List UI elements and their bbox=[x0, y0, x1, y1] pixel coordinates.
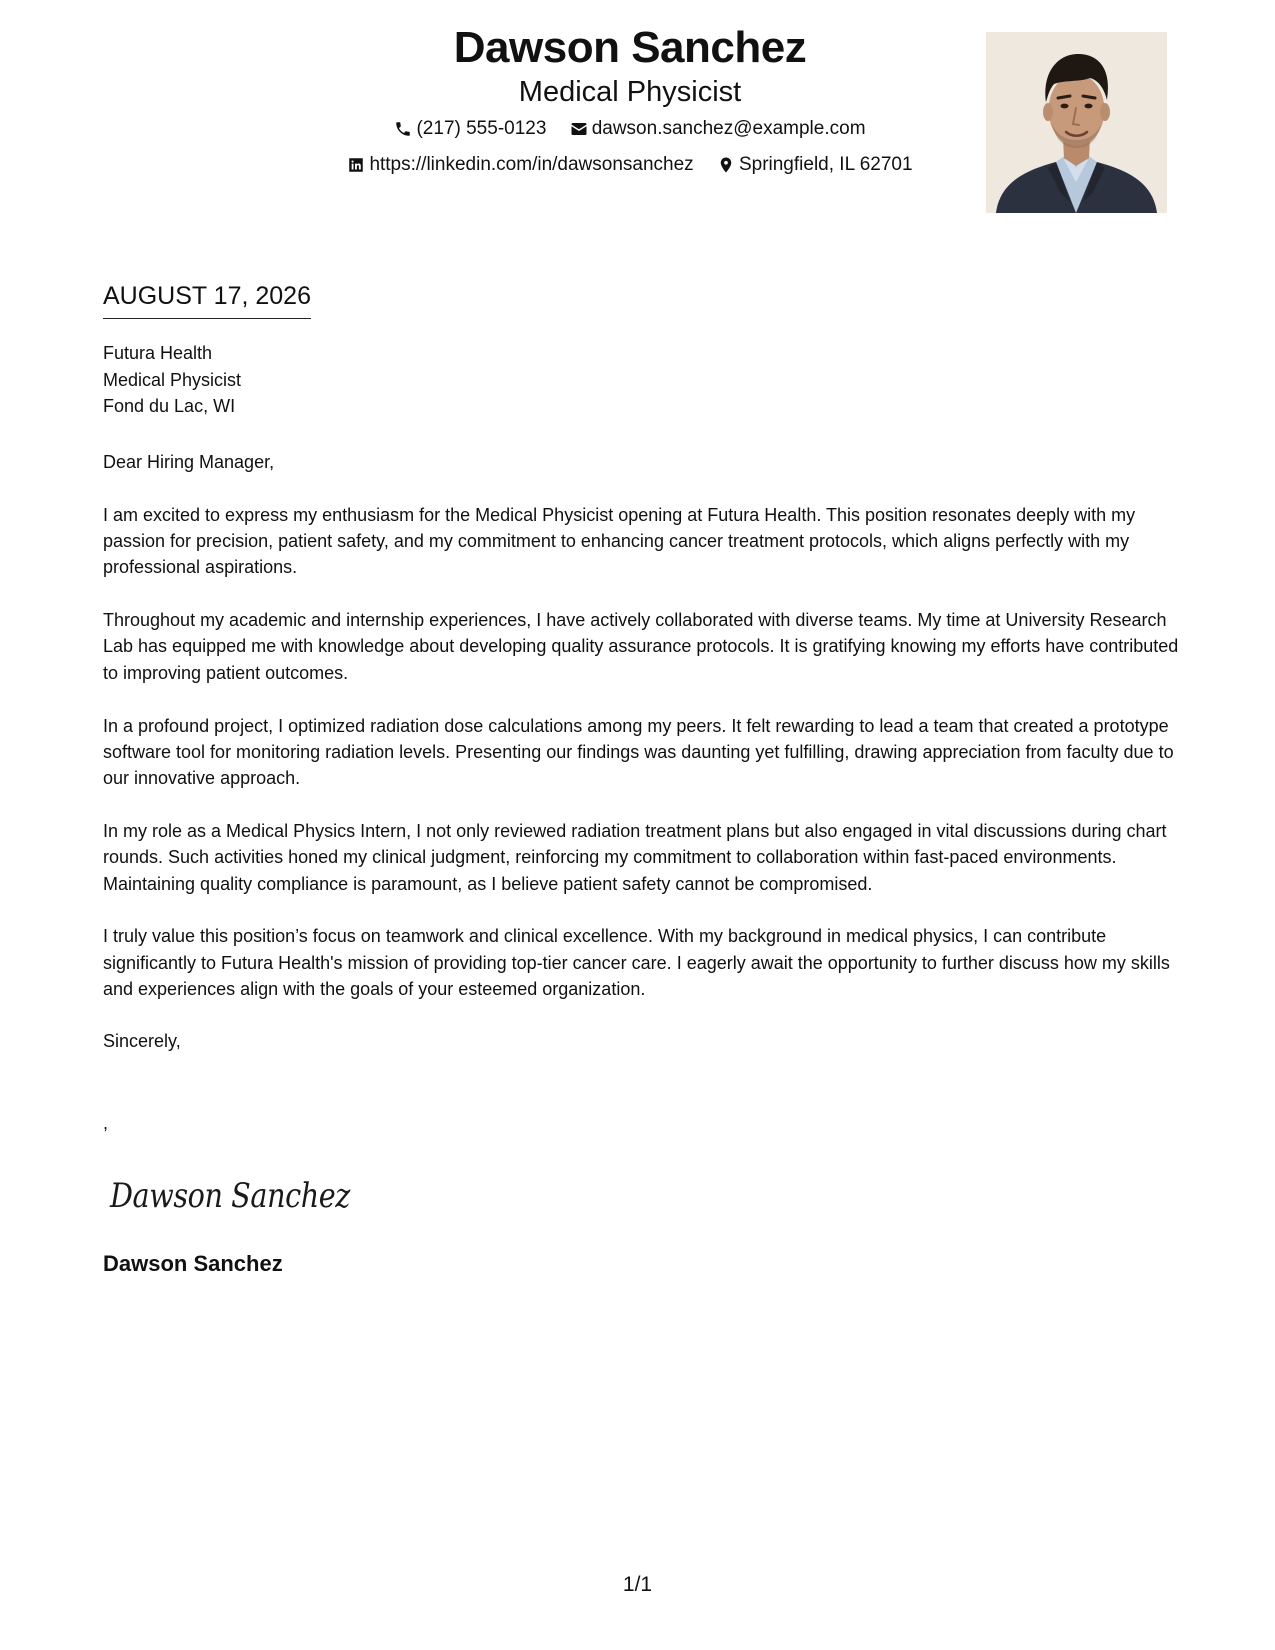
recipient-position: Medical Physicist bbox=[103, 369, 242, 390]
comma-line: , bbox=[103, 1113, 109, 1133]
portrait-image bbox=[986, 32, 1167, 213]
body-paragraph: I truly value this position’s focus on teamwork and clinical excellence. With my background in medical physics, I can contribute significantly to Futura Health's mission of providing top-tier cancer care. I eagerly await the opportunity to further discuss how my skills and experiences align with the goals of your esteemed organization. bbox=[103, 926, 1170, 999]
svg-text:Dawson Sanchez: Dawson Sanchez bbox=[109, 1176, 352, 1216]
contact-linkedin[interactable] bbox=[347, 152, 693, 178]
header-info bbox=[300, 22, 960, 182]
signed-name: Dawson Sanchez bbox=[103, 1251, 283, 1276]
handwritten-signature bbox=[108, 1163, 368, 1223]
linkedin-text[interactable]: https://linkedin.com/in/dawsonsanchez bbox=[369, 154, 694, 175]
salutation: Dear Hiring Manager, bbox=[103, 452, 275, 472]
contact-email[interactable] bbox=[570, 116, 866, 142]
email-text[interactable]: dawson.sanchez@example.com bbox=[591, 118, 866, 139]
page-number: 1/1 bbox=[622, 1573, 653, 1596]
envelope-icon bbox=[570, 120, 588, 138]
map-pin-icon bbox=[717, 156, 735, 174]
body-paragraph: In my role as a Medical Physics Intern, I not only reviewed radiation treatment plans but also engaged in vital discussions during chart rounds. Such activities honed my clinical judgment, reinforcing my commitment to collaboration within fast-paced environments. Maintaining quality compliance is paramount, as I believe patient safety cannot be compromised. bbox=[103, 820, 1167, 894]
applicant-role: Medical Physicist bbox=[518, 76, 742, 108]
closing: Sincerely, bbox=[103, 1031, 181, 1051]
phone-text: (217) 555-0123 bbox=[416, 118, 547, 139]
contact-phone bbox=[394, 116, 546, 142]
applicant-name: Dawson Sanchez bbox=[453, 23, 807, 72]
linkedin-icon bbox=[347, 156, 365, 174]
letter-body bbox=[103, 449, 1183, 1029]
applicant-photo bbox=[986, 32, 1167, 213]
recipient-company: Futura Health bbox=[103, 343, 213, 363]
recipient-block bbox=[103, 340, 241, 420]
recipient-location: Fond du Lac, WI bbox=[103, 396, 236, 416]
letter-date: AUGUST 17, 2026 bbox=[103, 280, 311, 319]
contact-row-primary bbox=[300, 116, 960, 146]
contact-row-secondary bbox=[300, 152, 960, 182]
location-text: Springfield, IL 62701 bbox=[738, 154, 913, 175]
letter-header bbox=[0, 0, 1275, 220]
letter-date-block bbox=[103, 280, 311, 319]
contact-location bbox=[717, 152, 913, 178]
body-paragraph: I am excited to express my enthusiasm for the Medical Physicist opening at Futura Health. This position resonates deeply with my passion for precision, patient safety, and my commitment to enhancing cancer treatment protocols, which aligns perfectly with my professional aspirations. bbox=[103, 504, 1136, 578]
body-paragraph: Throughout my academic and internship experiences, I have actively collaborated with diverse teams. My time at University Research Lab has equipped me with knowledge about developing quality assurance protocols. It is gratifying knowing my efforts have contributed to improving patient outcomes. bbox=[103, 610, 1179, 683]
phone-icon bbox=[394, 120, 412, 138]
body-paragraph: In a profound project, I optimized radiation dose calculations among my peers. It felt rewarding to lead a team that created a prototype software tool for monitoring radiation levels. Presenting our findings was daunting yet fulfilling, drawing appreciation from faculty due to our innovative approach. bbox=[103, 715, 1174, 789]
